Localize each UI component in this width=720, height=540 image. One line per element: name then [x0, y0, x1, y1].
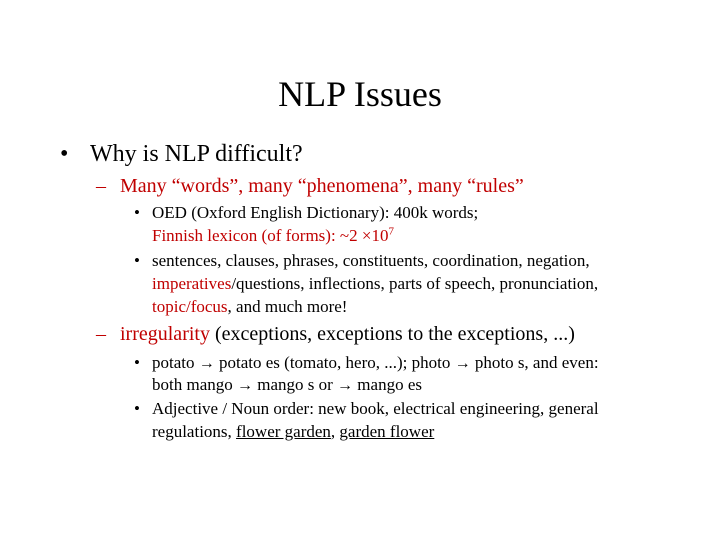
bullet-why-nlp-difficult: Why is NLP difficult? — [90, 141, 303, 167]
photos-text: photo s, and even: — [470, 353, 599, 372]
finnish-lexicon-line — [152, 225, 394, 246]
subbullet-many-words: Many “words”, many “phenomena”, many “rules” — [120, 175, 524, 197]
adjective-noun-line: Adjective / Noun order: new book, electrical engineering, general — [152, 399, 599, 418]
exceptions-text: (exceptions, exceptions to the exceptions, ...) — [209, 323, 575, 345]
subbullet-irregularity — [120, 322, 575, 346]
topic-focus-text: topic/focus — [152, 297, 228, 316]
item-marker: • — [134, 353, 140, 372]
right-arrow-icon: → — [198, 355, 215, 372]
finnish-lexicon-text: Finnish lexicon (of forms): ~2 ×10 — [152, 226, 389, 245]
item-marker: • — [134, 203, 140, 222]
right-arrow-icon: → — [337, 377, 354, 394]
questions-text: /questions, inflections, parts of speech, pronunciation, — [231, 274, 599, 293]
much-more-text: , and much more! — [227, 297, 348, 316]
imperatives-line — [152, 273, 598, 294]
flower-garden-text: flower garden — [236, 422, 331, 441]
exponent: 7 — [388, 225, 394, 238]
imperatives-text: imperatives — [152, 274, 232, 293]
dash-marker: – — [96, 175, 106, 197]
bullet-marker: • — [60, 141, 69, 167]
regulations-text: regulations, — [152, 422, 237, 441]
potato-text: potato — [152, 353, 199, 372]
dash-marker: – — [96, 323, 106, 345]
mangoes-text: mango es — [353, 375, 422, 394]
mangos-text: mango s or — [253, 375, 338, 394]
item-marker: • — [134, 399, 140, 418]
potato-line — [152, 352, 599, 374]
sentences-line: sentences, clauses, phrases, constituents, coordination, negation, — [152, 251, 590, 270]
slide-title: NLP Issues — [278, 74, 442, 114]
oed-line: OED (Oxford English Dictionary): 400k words; — [152, 203, 479, 222]
right-arrow-icon: → — [237, 377, 253, 394]
mango-text: both mango — [152, 375, 237, 394]
irregularity-text: irregularity — [120, 323, 210, 345]
item-marker: • — [134, 251, 140, 270]
separator-text: , — [330, 422, 340, 441]
potatoes-text: potato es (tomato, hero, ...); photo — [214, 353, 455, 372]
right-arrow-icon: → — [454, 355, 471, 372]
mango-line — [152, 374, 422, 396]
regulations-line — [152, 421, 434, 442]
topic-focus-line — [152, 296, 347, 317]
garden-flower-text: garden flower — [339, 422, 435, 441]
